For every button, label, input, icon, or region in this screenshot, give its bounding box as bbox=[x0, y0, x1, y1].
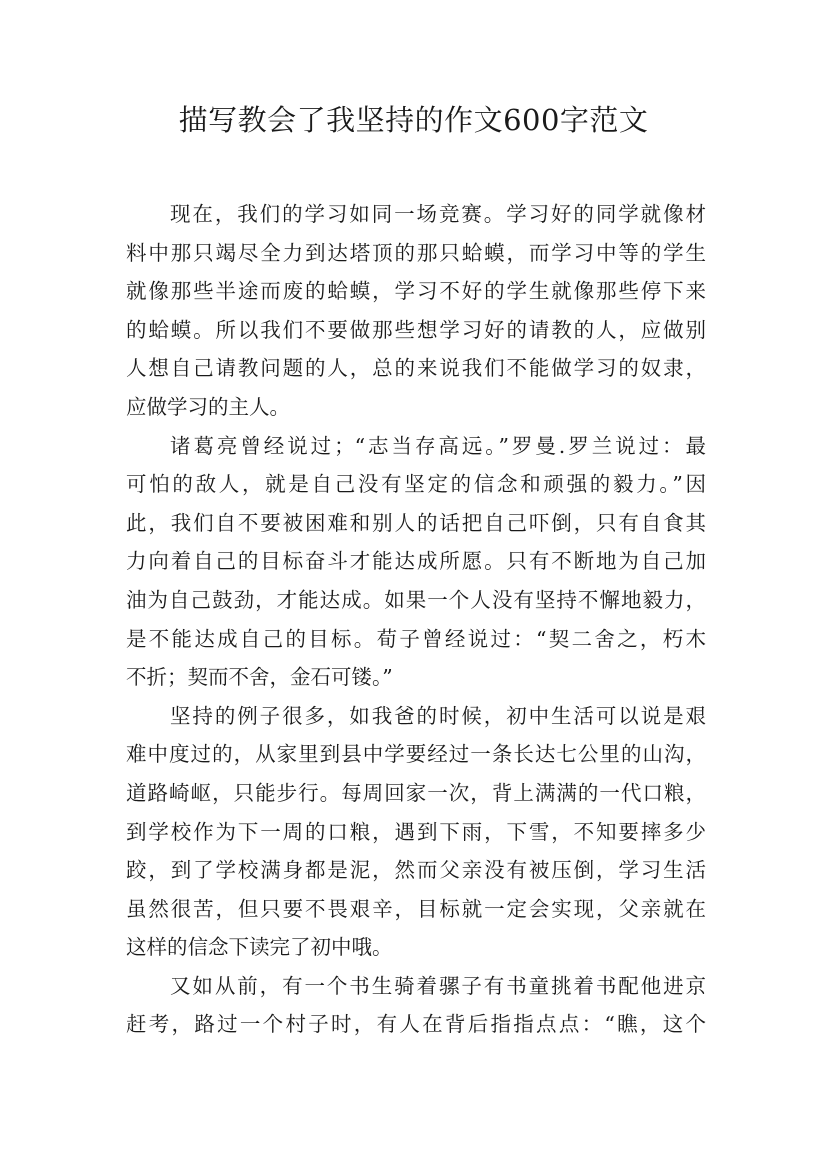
paragraph-line: 是不能达成自己的目标。荀子曾经说过：“契二舍之，朽木 bbox=[126, 626, 706, 651]
document-title: 描写教会了我坚持的作文600字范文 bbox=[178, 103, 649, 137]
paragraph-line: 又如从前，有一个书生骑着骡子有书童挑着书配他进京 bbox=[170, 973, 706, 998]
paragraph-line: 人想自己请教问题的人，总的来说我们不能做学习的奴隶， bbox=[126, 356, 706, 381]
paragraph-line: 到学校作为下一周的口粮，遇到下雨，下雪，不知要摔多少 bbox=[126, 819, 706, 844]
paragraph-line: 现在，我们的学习如同一场竞赛。学习好的同学就像材 bbox=[170, 202, 706, 226]
paragraph-line: 料中那只竭尽全力到达塔顶的那只蛤蟆，而学习中等的学生 bbox=[126, 240, 706, 265]
paragraph-line: 道路崎岖，只能步行。每周回家一次，背上满满的一代口粮， bbox=[126, 780, 706, 805]
paragraph-line: 此，我们自不要被困难和别人的话把自己吓倒，只有自食其 bbox=[126, 510, 706, 535]
paragraph-line: 不折；契而不舍，金石可镂。” bbox=[126, 665, 393, 690]
paragraph-line: 油为自己鼓劲，才能达成。如果一个人没有坚持不懈地毅力， bbox=[126, 587, 706, 612]
paragraph-line: 应做学习的主人。 bbox=[126, 394, 290, 419]
paragraph-line: 赶考，路过一个村子时，有人在背后指指点点：“瞧，这个 bbox=[126, 1012, 706, 1037]
paragraph-line: 跤，到了学校满身都是泥，然而父亲没有被压倒，学习生活 bbox=[126, 858, 706, 883]
paragraph-line: 坚持的例子很多，如我爸的时候，初中生活可以说是艰 bbox=[170, 703, 706, 728]
paragraph-line: 这样的信念下读完了初中哦。 bbox=[126, 935, 393, 960]
paragraph-line: 就像那些半途而废的蛤蟆，学习不好的学生就像那些停下来 bbox=[126, 279, 706, 304]
paragraph-line: 诸葛亮曾经说过；“志当存高远。”罗曼.罗兰说过：最 bbox=[170, 433, 706, 458]
paragraph-line: 虽然很苦，但只要不畏艰辛，目标就一定会实现，父亲就在 bbox=[126, 896, 706, 921]
document-body bbox=[126, 195, 706, 1044]
paragraph-line: 力向着自己的目标奋斗才能达成所愿。只有不断地为自己加 bbox=[126, 549, 706, 574]
paragraph-line: 的蛤蟆。所以我们不要做那些想学习好的请教的人，应做别 bbox=[126, 317, 706, 342]
paragraph-line: 难中度过的，从家里到县中学要经过一条长达七公里的山沟， bbox=[126, 742, 706, 767]
paragraph-line: 可怕的敌人，就是自己没有坚定的信念和顽强的毅力。”因 bbox=[126, 472, 706, 497]
